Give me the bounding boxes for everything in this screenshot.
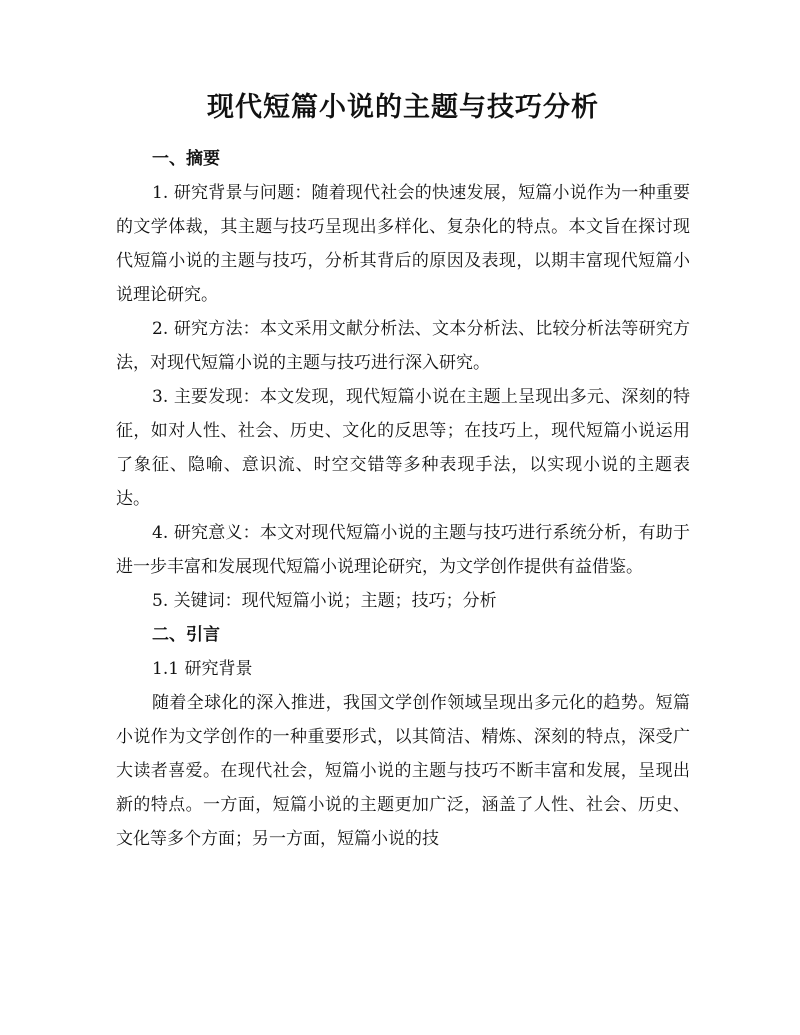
abstract-item-3: 3. 主要发现：本文发现，现代短篇小说在主题上呈现出多元、深刻的特征，如对人性、社会、历史、文化的反思等；在技巧上，现代短篇小说运用了象征、隐喻、意识流、时空交错等多种表现手法，以实现小说的主题表达。: [116, 387, 690, 509]
intro-subheading: 1.1 研究背景: [152, 659, 253, 679]
document-title: 现代短篇小说的主题与技巧分析: [207, 92, 599, 123]
abstract-item-1: 1. 研究背景与问题：随着现代社会的快速发展，短篇小说作为一种重要的文学体裁，其主题与技巧呈现出多样化、复杂化的特点。本文旨在探讨现代短篇小说的主题与技巧，分析其背后的原因及表现，以期丰富现代短篇小说理论研究。: [116, 183, 690, 305]
abstract-heading: 一、摘要: [152, 149, 220, 169]
intro-paragraph: 随着全球化的深入推进，我国文学创作领域呈现出多元化的趋势。短篇小说作为文学创作的一种重要形式，以其简洁、精炼、深刻的特点，深受广大读者喜爱。在现代社会，短篇小说的主题与技巧不断丰富和发展，呈现出新的特点。一方面，短篇小说的主题更加广泛，涵盖了人性、社会、历史、文化等多个方面；另一方面，短篇小说的技: [116, 693, 690, 849]
abstract-item-4: 4. 研究意义：本文对现代短篇小说的主题与技巧进行系统分析，有助于进一步丰富和发展现代短篇小说理论研究，为文学创作提供有益借鉴。: [116, 523, 690, 577]
abstract-item-2: 2. 研究方法：本文采用文献分析法、文本分析法、比较分析法等研究方法，对现代短篇小说的主题与技巧进行深入研究。: [116, 319, 690, 373]
abstract-item-5: 5. 关键词：现代短篇小说；主题；技巧；分析: [152, 591, 497, 611]
intro-heading: 二、引言: [152, 625, 220, 645]
